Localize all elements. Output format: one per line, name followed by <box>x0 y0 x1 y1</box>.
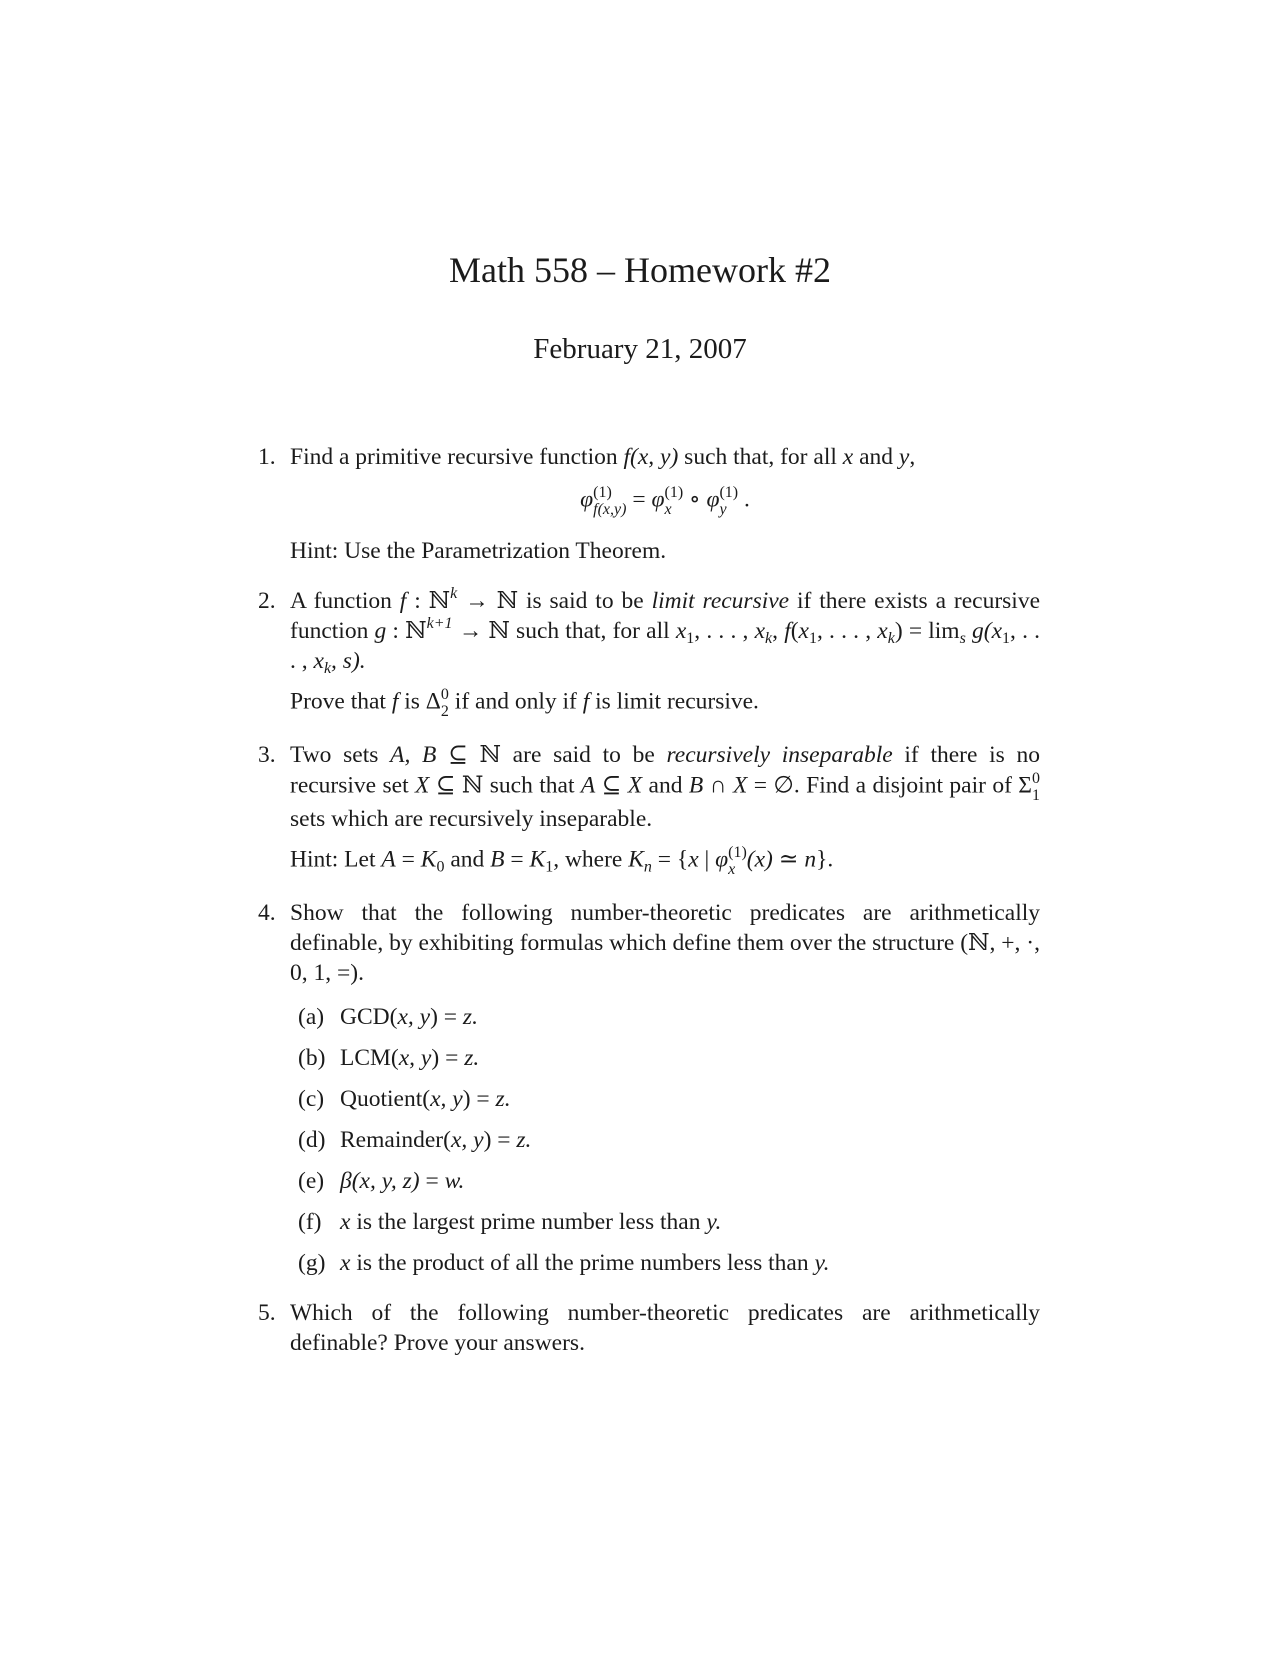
hint-text: Hint: Use the Parametrization Theorem. <box>290 538 667 564</box>
problem-text: Prove that f is Δ 0 2 if and only if f is limit recursive. <box>290 686 759 720</box>
problem-text: Two sets A, B ⊆ ℕ are said to be recursively inseparable if there is no recursive set X ⊆ ℕ such that A ⊆ X and B ∩ X = ∅. Find a disjoint pair of Σ 0 1 sets which are recursively inseparable. <box>290 742 1040 832</box>
problem-3 <box>258 740 1040 878</box>
problem-2 <box>258 586 1040 720</box>
problem-1 <box>258 442 1040 566</box>
problem-list <box>258 442 1040 1378</box>
problem-number: 5. <box>258 1300 276 1326</box>
problem-text: Find a primitive recursive function f(x, y) such that, for all x and y, <box>290 444 916 470</box>
page-date: February 21, 2007 <box>533 333 747 365</box>
problem-4 <box>258 898 1040 1278</box>
subproblem-item: (a) GCD(x, y) = z. <box>298 1004 478 1030</box>
problem-text: Show that the following number-theoretic predicates are arithmetically definable, by exhibiting formulas which define them over the structure (ℕ, +, ·, 0, 1, =). <box>290 900 1040 986</box>
problem-number: 3. <box>258 742 276 768</box>
subproblem-item: (b) LCM(x, y) = z. <box>298 1045 480 1071</box>
problem-number: 4. <box>258 900 276 926</box>
problem-text: A function f : ℕ$^k$ → ℕ is said to be limit recursive if there exists a recursive function g : ℕ$^{k+1}$ → ℕ such that, for all $x_1$, . . . , $x_k$, $f(x_1$, . . . , $x_k) = \lim_s g(x_1$, . . . , $x_k$, s). <box>290 585 1041 677</box>
subproblem-item: (d) Remainder(x, y) = z. <box>298 1127 532 1153</box>
display-equation: φ (1) f(x,y) = φ (1) x ∘ φ (1) y . <box>580 484 750 518</box>
problem-number: 1. <box>258 444 276 470</box>
page-title: Math 558 – Homework #2 <box>449 250 831 290</box>
subproblem-list <box>298 1002 1040 1278</box>
subproblem-item: (f) x is the largest prime number less than y. <box>298 1209 722 1235</box>
hint-text: Hint: Let $A = K_0$ and $B = K_1$, where $K_n = \{x$ | φ (1) x (x) ≃ n}. <box>290 844 834 878</box>
problem-number: 2. <box>258 588 276 614</box>
problem-5 <box>258 1298 1040 1358</box>
problem-text: Which of the following number-theoretic predicates are arithmetically definable? Prove your answers. <box>290 1300 1040 1356</box>
subproblem-item: (c) Quotient(x, y) = z. <box>298 1086 511 1112</box>
subproblem-item: (e) β(x, y, z) = w. <box>298 1168 465 1194</box>
subproblem-item: (g) x is the product of all the prime numbers less than y. <box>298 1250 830 1276</box>
